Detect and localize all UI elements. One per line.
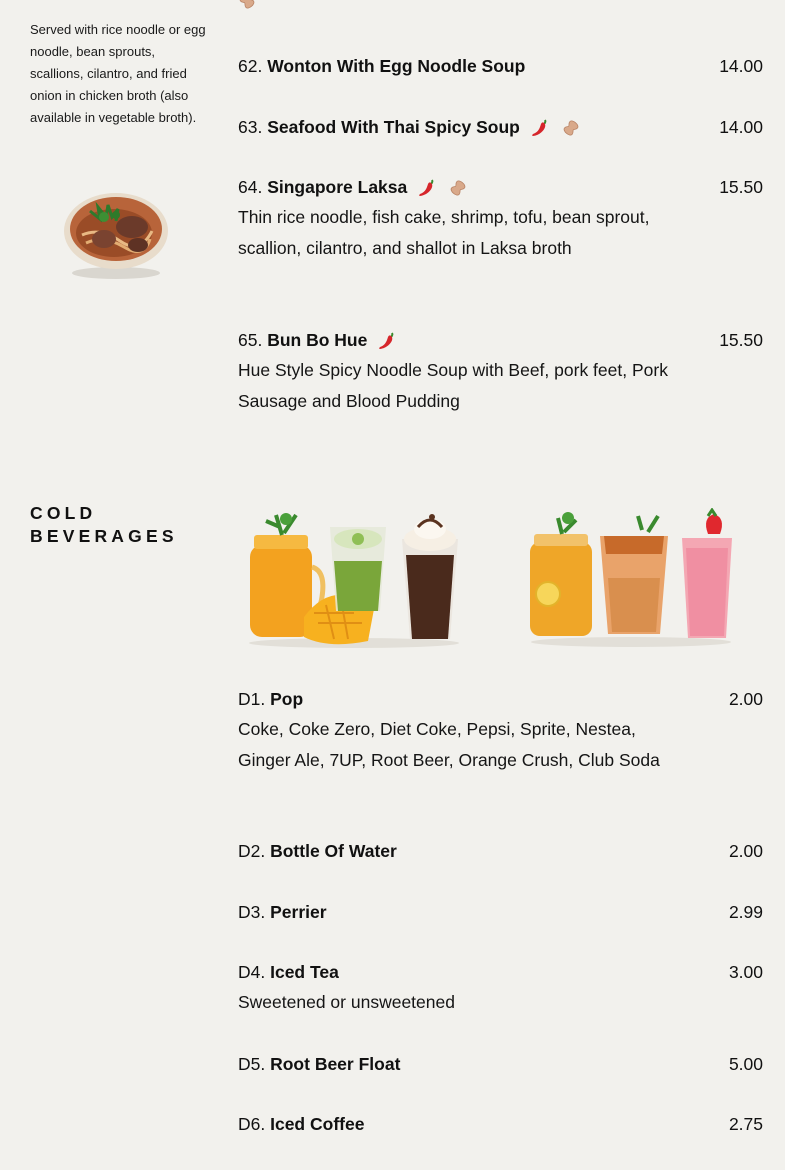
drinks-image-mango-matcha-mocha	[242, 505, 467, 650]
item-description: Hue Style Spicy Noodle Soup with Beef, pork feet, Pork Sausage and Blood Pudding	[238, 360, 668, 411]
item-number: 62.	[238, 56, 263, 76]
item-price: 14.00	[719, 117, 763, 137]
menu-item-d2	[238, 836, 763, 866]
item-price: 15.50	[719, 330, 763, 350]
menu-item-63	[238, 112, 763, 142]
item-name: Perrier	[270, 902, 327, 922]
item-name: Seafood With Thai Spicy Soup	[267, 117, 520, 137]
drinks-image-tea-coffee-smoothie	[522, 508, 740, 648]
item-name: Iced Tea	[270, 962, 339, 982]
peanut-icon	[236, 0, 258, 12]
item-number: 65.	[238, 330, 263, 350]
menu-item-64	[238, 172, 763, 263]
item-name: Root Beer Float	[270, 1054, 401, 1074]
pepper-icon	[529, 117, 551, 139]
item-description: Thin rice noodle, fish cake, shrimp, tofu, bean sprout, scallion, cilantro, and shallot in Laksa broth	[238, 207, 650, 258]
item-name: Singapore Laksa	[267, 177, 408, 197]
noodle-bowl-image	[60, 187, 172, 283]
item-price: 3.00	[728, 962, 763, 982]
item-price: 15.50	[719, 177, 763, 197]
menu-item-d6	[238, 1109, 763, 1139]
item-name: Pop	[270, 689, 304, 709]
side-note: Served with rice noodle or egg noodle, bean sprouts, scallions, cilantro, and fried onion in chicken broth (also available in vegetable broth).	[30, 22, 206, 125]
item-description: Coke, Coke Zero, Diet Coke, Pepsi, Sprite, Nestea, Ginger Ale, 7UP, Root Beer, Orange Crush, Club Soda	[238, 719, 660, 770]
menu-item-d5	[238, 1049, 763, 1079]
section-title-cold-beverages	[30, 502, 220, 548]
item-number: D4.	[238, 962, 266, 982]
menu-item-d1	[238, 684, 763, 775]
pepper-icon	[416, 177, 438, 199]
item-number: 64.	[238, 177, 263, 197]
menu-item-65	[238, 325, 763, 416]
item-name: Iced Coffee	[270, 1114, 365, 1134]
menu-item-d4	[238, 957, 763, 1018]
section-title-line: BEVERAGES	[30, 526, 178, 546]
item-name: Bun Bo Hue	[267, 330, 368, 350]
item-price: 2.00	[728, 689, 763, 709]
item-number: 63.	[238, 117, 263, 137]
item-price: 2.99	[728, 902, 763, 922]
item-name: Wonton With Egg Noodle Soup	[267, 56, 526, 76]
item-number: D6.	[238, 1114, 266, 1134]
item-price: 5.00	[728, 1054, 763, 1074]
item-price: 2.75	[728, 1114, 763, 1134]
item-price: 14.00	[719, 56, 763, 76]
item-number: D5.	[238, 1054, 266, 1074]
item-price: 2.00	[728, 841, 763, 861]
item-number: D1.	[238, 689, 266, 709]
peanut-icon	[560, 117, 582, 139]
peanut-icon	[447, 177, 469, 199]
menu-item-d3	[238, 897, 763, 927]
item-number: D2.	[238, 841, 266, 861]
menu-item-62	[238, 51, 763, 81]
item-name: Bottle Of Water	[270, 841, 397, 861]
item-number: D3.	[238, 902, 266, 922]
section-title-line: COLD	[30, 503, 97, 523]
pepper-icon	[376, 330, 398, 352]
item-description: Sweetened or unsweetened	[238, 992, 455, 1012]
